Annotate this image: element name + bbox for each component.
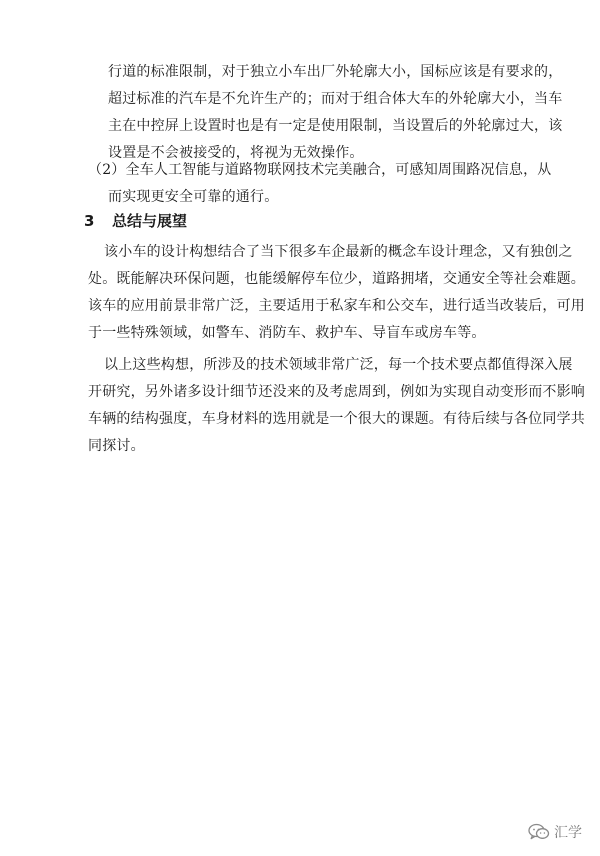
watermark-text: 汇学 xyxy=(554,825,582,841)
paragraph-1-line: 该小车的设计构想结合了当下很多车企最新的概念车设计理念，又有独创之 xyxy=(104,244,573,260)
paragraph-2-line: 开研究，另外诸多设计细节还没来的及考虑周到，例如为实现自动变形而不影响 xyxy=(88,384,585,400)
section-heading xyxy=(84,211,187,231)
paragraph-2-line: 车辆的结构强度，车身材料的选用就是一个很大的课题。有待后续与各位同学共 xyxy=(88,411,585,427)
list-item-2-line: 而实现更安全可靠的通行。 xyxy=(108,189,279,205)
section-title: 总结与展望 xyxy=(112,212,188,230)
text-line: 设置是不会被接受的，将视为无效操作。 xyxy=(108,145,364,161)
watermark xyxy=(528,822,582,842)
paragraph-1-line: 该车的应用前景非常广泛，主要适用于私家车和公交车，进行适当改装后，可用 xyxy=(88,298,585,314)
text-line: 主在中控屏上设置时也是有一定是使用限制，当设置后的外轮廓过大，该 xyxy=(108,118,563,134)
section-number: 3 xyxy=(84,212,95,230)
list-item-2-line: （2）全车人工智能与道路物联网技术完美融合，可感知周围路况信息，从 xyxy=(88,162,552,178)
wechat-logo-icon xyxy=(528,823,550,841)
paragraph-2-line: 以上这些构想，所涉及的技术领域非常广泛，每一个技术要点都值得深入展 xyxy=(104,357,573,373)
paragraph-1-line: 于一些特殊领域，如警车、消防车、救护车、导盲车或房车等。 xyxy=(88,325,486,341)
text-line: 超过标准的汽车是不允许生产的；而对于组合体大车的外轮廓大小，当车 xyxy=(108,91,563,107)
paragraph-1-line: 处。既能解决环保问题，也能缓解停车位少，道路拥堵，交通安全等社会难题。 xyxy=(88,271,585,287)
text-line: 行道的标准限制，对于独立小车出厂外轮廓大小，国标应该是有要求的， xyxy=(108,64,563,80)
paragraph-2-line: 同探讨。 xyxy=(88,438,145,454)
